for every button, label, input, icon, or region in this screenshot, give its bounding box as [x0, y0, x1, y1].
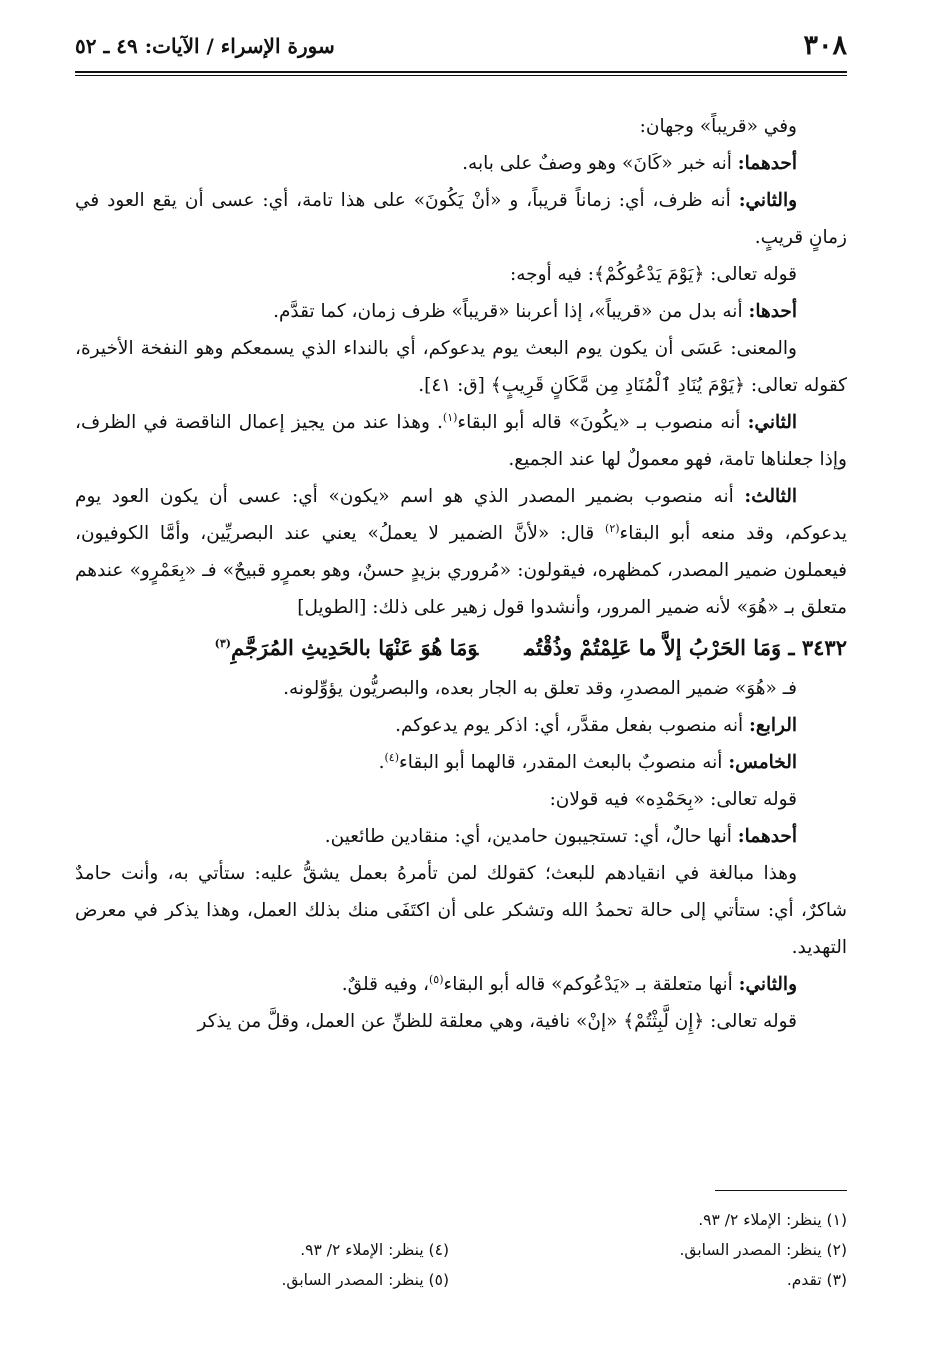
- paragraph: [75, 966, 847, 1003]
- footnote-5: (٥) ينظر: المصدر السابق.: [281, 1271, 449, 1289]
- footnote-ref: (٤): [384, 750, 400, 764]
- header-rule-thin: [75, 75, 847, 76]
- paragraph: قوله تعالى: ﴿يَوْمَ يَدْعُوكُمْ﴾: فيه أوجه:: [509, 264, 797, 285]
- paragraph: قوله تعالى: «بِحَمْدِه» فيه قولان:: [549, 789, 797, 810]
- paragraph: [75, 293, 847, 330]
- paragraph-text: أنه بدل من «قريباً»، إذا أعربنا «قريباً» ظرف زمان، كما تقدَّم.: [273, 301, 749, 322]
- paragraph-text: أنه منصوب بفعل مقدَّر، أي: اذكر يوم يدعوكم.: [395, 715, 750, 736]
- paragraph-label: أحدها:: [748, 301, 797, 322]
- running-header-title: سورة الإسراء / الآيات: ٤٩ ـ ٥٢: [75, 34, 335, 58]
- paragraph-label: الثالث:: [744, 486, 797, 507]
- header-rule: [75, 71, 847, 73]
- paragraph-label: والثاني:: [738, 974, 797, 995]
- paragraph-label: الثاني:: [747, 412, 797, 433]
- paragraph-text: ، وفيه قلقٌ.: [341, 974, 429, 995]
- paragraph-text: أنها حالٌ، أي: تستجيبون حامدين، أي: منقادين طائعين.: [324, 826, 738, 847]
- paragraph: [75, 404, 847, 478]
- paragraph: [75, 744, 847, 781]
- footnote-ref: (١): [442, 410, 458, 424]
- verse-hemistich-1: وَمَا الحَرْبُ إلاَّ ما عَلِمْتُمْ وذُقْتُم: [524, 635, 782, 660]
- paragraph: [75, 478, 847, 626]
- footnote-2: (٢) ينظر: المصدر السابق.: [679, 1241, 847, 1259]
- paragraph-label: الخامس:: [728, 752, 797, 773]
- footnote-separator: [715, 1190, 847, 1191]
- verse-number: ٣٤٣٢ ـ: [788, 635, 847, 660]
- footnote-ref: (٥): [429, 972, 444, 986]
- paragraph-label: أحدهما:: [737, 153, 797, 174]
- paragraph-text: أنه خبر «كَانَ» وهو وصفٌ على بابه.: [462, 153, 738, 174]
- paragraph: [75, 182, 847, 256]
- paragraph-text: .: [378, 752, 385, 773]
- body-text: [75, 108, 847, 1040]
- paragraph: [75, 818, 847, 855]
- paragraph-label: الرابع:: [749, 715, 797, 736]
- verse-hemistich-2: وَمَا هُوَ عَنْهَا بالحَدِيثِ المُرَجَّمِ: [230, 635, 479, 660]
- footnote-1: (١) ينظر: الإملاء ٢/ ٩٣.: [698, 1211, 847, 1229]
- paragraph: قوله تعالى: ﴿إِن لَّبِثْتُمْ﴾ «إنْ» نافية، وهي معلقة للظنِّ عن العمل، وقلَّ من يذكر: [197, 1011, 797, 1032]
- paragraph-text: أنه منصوبٌ بالبعث المقدر، قالهما أبو البقاء: [399, 752, 729, 773]
- paragraph-text: أنه ظرف، أي: زماناً قريباً، و «أنْ يَكُونَ» على هذا تامة، أي: عسى أن يقع العود في زمانٍ قريبٍ.: [75, 190, 847, 248]
- poetry-verse: [75, 628, 847, 668]
- paragraph-text: قال: «لأنَّ الضمير لا يعملُ» يعني عند البصريِّين، وأمَّا الكوفيون، فيعملون ضمير المصدر، كمظهره، فيقولون: «مُروري بزيدٍ حسنٌ، وهو بعمرٍو قبيحٌ» فـ «بِعَمْرٍو» عندهم متعلق بـ «هُوَ» لأنه ضمير المرور، وأنشدوا قول زهير على ذلك: [الطويل]: [75, 523, 847, 618]
- paragraph: [75, 145, 847, 182]
- footnote-4: (٤) ينظر: الإملاء ٢/ ٩٣.: [300, 1241, 449, 1259]
- paragraph-label: والثاني:: [738, 190, 798, 211]
- paragraph: [75, 707, 847, 744]
- footnote-3: (٣) تقدم.: [786, 1271, 847, 1289]
- page-number: ٣٠٨: [803, 30, 847, 61]
- paragraph-text: . وهذا عند من يجيز إعمال الناقصة في الظرف، وإذا جعلناها تامة، فهو معمولٌ لها عند الجميع.: [75, 412, 847, 470]
- paragraph-text: أنها متعلقة بـ «يَدْعُوكم» قاله أبو البقاء: [443, 974, 739, 995]
- footnote-ref: (٢): [605, 521, 620, 535]
- paragraph: وهذا مبالغة في انقيادهم للبعث؛ كقولك لمن تأمرهُ بعمل يشقُّ عليه: ستأتي به، وأنت حامدٌ شاكرٌ، أي: ستأتي إلى حالة تحمدُ الله وتشكر على أن اكتَفَى منك بذلك العمل، وهذا يذكر في معرض التهديد.: [75, 863, 847, 958]
- paragraph-text: أنه منصوب بـ «يكُونَ» قاله أبو البقاء: [457, 412, 748, 433]
- paragraph: وفي «قريباً» وجهان:: [639, 116, 797, 137]
- paragraph-label: أحدهما:: [737, 826, 797, 847]
- paragraph: فـ «هُوَ» ضمير المصدرِ، وقد تعلق به الجار بعده، والبصريُّون يؤوِّلونه.: [283, 678, 797, 699]
- footnote-ref: (٣): [214, 637, 231, 650]
- paragraph: والمعنى: عَسَى أن يكون يوم البعث يوم يدعوكم، أي بالنداء الذي يسمعكم وهو النفخة الأخيرة، كقوله تعالى: ﴿يَوْمَ يُنَادِ ٱلْمُنَادِ مِن مَّكَانٍ قَرِيبٍ﴾ [ق: ٤١].: [75, 338, 847, 396]
- paragraph-text: أنه منصوب بضمير المصدر الذي هو اسم «يكون» أي: عسى أن يكون العود يوم يدعوكم، وقد منعه أبو البقاء: [75, 486, 847, 544]
